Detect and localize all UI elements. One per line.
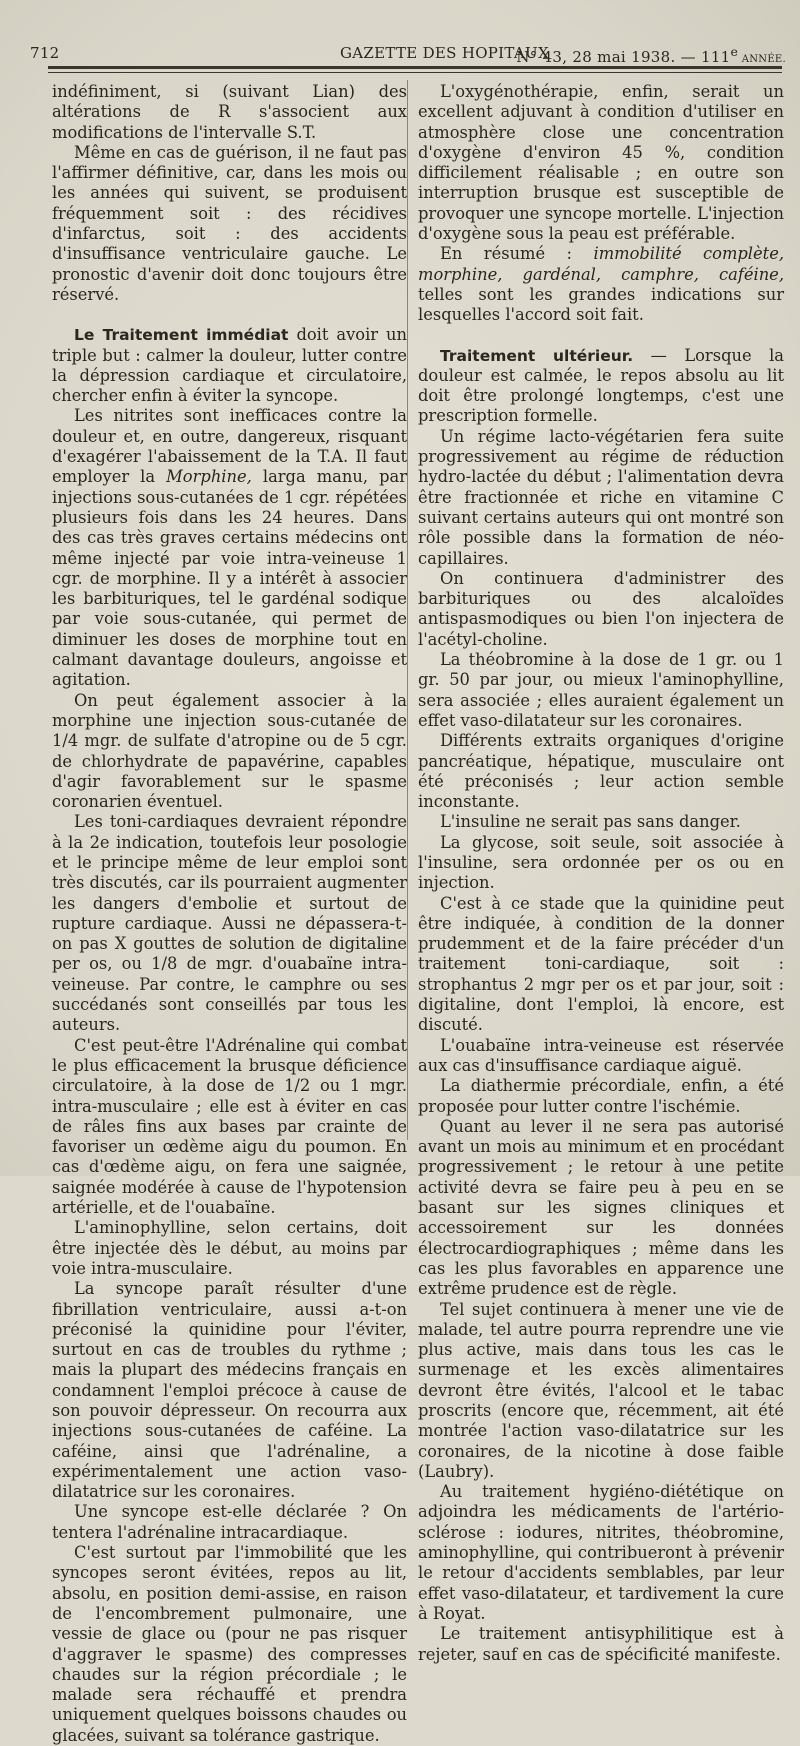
journal-title: GAZETTE DES HOPITAUX (340, 44, 549, 62)
header-rule-thin (48, 72, 782, 73)
left-column (52, 82, 407, 1746)
paragraph: La syncope paraît résulter d'une fibrillation ventriculaire, aussi a-t-on préconisé la quinidine pour l'éviter, surtout en cas de troubles du rythme ; mais la plupart des médecins français en condamnent l'emploi précoce à cause de son pouvoir dépresseur. On recourra aux injections sous-cutanées de caféine. La caféine, ainsi que l'adrénaline, a expérimentalement une action vaso-dilatatrice sur les coronaires. (52, 1279, 407, 1502)
paragraph: C'est surtout par l'immobilité que les syncopes seront évitées, repos au lit, absolu, en position demi-assise, en raison de l'encombrement pulmonaire, une vessie de glace ou (pour ne pas risquer d'aggraver le spasme) des compresses chaudes sur la région précordiale ; le malade sera réchauffé et prendra uniquement quelques boissons chaudes ou glacées, suivant sa tolérance gastrique. (52, 1543, 407, 1745)
issue-info: N° 43, 28 mai 1938. — 111e ANNÉE. (516, 44, 786, 66)
section-heading: Le Traitement immédiat (74, 326, 289, 345)
column-divider (407, 80, 408, 1140)
paragraph: C'est peut-être l'Adrénaline qui combat le plus efficacement la brusque déficience circulatoire, à la dose de 1/2 ou 1 mgr. intra-musculaire ; elle est à éviter en cas de râles fins aux bases par crainte de favoriser un œdème aigu du poumon. En cas d'œdème aigu, on fera une saignée, saignée modérée à cause de l'hypotension artérielle, et de l'ouabaïne. (52, 1035, 407, 1218)
section-paragraph: Traitement ultérieur. — Lorsque la douleur est calmée, le repos absolu au lit doit être prolongé longtemps, c'est une prescription formelle. (418, 345, 784, 426)
paragraph: indéfiniment, si (suivant Lian) des altérations de R s'associent aux modifications de l'intervalle S.T. (52, 82, 407, 142)
section-paragraph: Le Traitement immédiat doit avoir un triple but : calmer la douleur, lutter contre la dépression cardiaque et circulatoire, chercher enfin à éviter la syncope. (52, 325, 408, 406)
section-heading: Traitement ultérieur. (440, 346, 634, 365)
page-number: 712 (30, 44, 60, 62)
paragraph: On continuera d'administrer des barbituriques ou des alcaloïdes antispasmodiques ou bien l'on injectera de l'acétyl-choline. (418, 568, 784, 649)
paragraph: L'insuline ne serait pas sans danger. (440, 812, 741, 832)
paragraph: En résumé : immobilité complète, morphine, gardénal, camphre, caféine, telles sont les grandes indications sur lesquelles l'accord soit fait. (418, 244, 784, 325)
paragraph: C'est à ce stade que la quinidine peut être indiquée, à condition de la donner prudemment et de la faire précéder d'un traitement toni-cardiaque, soit : strophantus 2 mgr per os et par jour, soit : digitaline, dont l'emploi, là encore, est discuté. (418, 893, 784, 1035)
paragraph: L'aminophylline, selon certains, doit être injectée dès le début, au moins par voie intra-musculaire. (52, 1218, 407, 1278)
paragraph: On peut également associer à la morphine une injection sous-cutanée de 1/4 mgr. de sulfate d'atropine ou de 5 cgr. de chlorhydrate de papavérine, capables d'agir favorablement sur le spasme coronarien éventuel. (52, 690, 407, 812)
paragraph: Même en cas de guérison, il ne faut pas l'affirmer définitive, car, dans les mois ou les années qui suivent, se produisent fréquemment soit : des récidives d'infarctus, soit : des accidents d'insuffisance ventriculaire gauche. Le pronostic d'avenir doit donc toujours être réservé. (52, 142, 407, 304)
paragraph: Un régime lacto-végétarien fera suite progressivement au régime de réduction hydro-lactée du début ; l'alimentation devra être fractionnée et riche en vitamine C suivant certains auteurs qui ont montré son rôle possible dans la formation de néo-capillaires. (418, 426, 784, 568)
paragraph: Une syncope est-elle déclarée ? On tentera l'adrénaline intracardiaque. (52, 1502, 407, 1542)
paragraph: La théobromine à la dose de 1 gr. ou 1 gr. 50 par jour, ou mieux l'aminophylline, sera associée ; elles auraient également un effet vaso-dilatateur sur les coronaires. (418, 650, 784, 730)
paragraph: L'ouabaïne intra-veineuse est réservée aux cas d'insuffisance cardiaque aiguë. (418, 1035, 784, 1075)
paragraph: Tel sujet continuera à mener une vie de malade, tel autre pourra reprendre une vie plus active, mais dans tous les cas le surmenage et les excès alimentaires devront être évités, l'alcool et le tabac proscrits (encore que, récemment, ait été montrée l'action vaso-dilatatrice sur les coronaires, de la nicotine à dose faible (Laubry). (418, 1299, 784, 1481)
paragraph: Au traitement hygiéno-diététique on adjoindra les médicaments de l'artério-sclérose : iodures, nitrites, théobromine, aminophylline, qui contribueront à prévenir le retour d'accidents semblables, par leur effet vaso-dilatateur, et tardivement la cure à Royat. (418, 1482, 784, 1623)
paragraph: Quant au lever il ne sera pas autorisé avant un mois au minimum et en procédant progressivement ; le retour à une petite activité devra se faire peu à peu en se basant sur les signes cliniques et accessoirement sur les données électrocardiographiques ; même dans les cas les plus favorables en apparence une extrême prudence est de règle. (418, 1116, 784, 1299)
paragraph: Le traitement antisyphilitique est à rejeter, sauf en cas de spécificité manifeste. (418, 1624, 784, 1664)
paragraph: Les nitrites sont inefficaces contre la douleur et, en outre, dangereux, risquant d'exagérer l'abaissement de la T.A. Il faut employer la Morphine, larga manu, par injections sous-cutanées de 1 cgr. répétées plusieurs fois dans les 24 heures. Dans des cas très graves certains médecins ont même injecté par voie intra-veineuse 1 cgr. de morphine. Il y a intérêt à associer les barbituriques, tel le gardénal sodique par voie sous-cutanée, qui permet de diminuer les doses de morphine tout en calmant davantage douleurs, angoisse et agitation. (52, 406, 407, 690)
paragraph: La glycose, soit seule, soit associée à l'insuline, sera ordonnée per os ou en injection. (418, 832, 784, 893)
paragraph: L'oxygénothérapie, enfin, serait un excellent adjuvant à condition d'utiliser en atmosphère close une concentration d'oxygène d'environ 45 %, condition difficilement réalisable ; en outre son interruption brusque est susceptible de provoquer une syncope mortelle. L'injection d'oxygène sous la peau est préférable. (418, 82, 784, 244)
paragraph: Les toni-cardiaques devraient répondre à la 2e indication, toutefois leur posologie et le principe même de leur emploi sont très discutés, car ils pourraient augmenter les dangers d'embolie et surtout de rupture cardiaque. Aussi ne dépassera-t-on pas X gouttes de solution de digitaline per os, ou 1/8 de mgr. d'ouabaïne intra-veineuse. Par contre, le camphre ou ses succédanés sont conseillés par tous les auteurs. (52, 812, 407, 1035)
paragraph: Différents extraits organiques d'origine pancréatique, hépatique, musculaire ont été préconisés ; leur action semble inconstante. (418, 731, 784, 812)
paragraph: La diathermie précordiale, enfin, a été proposée pour lutter contre l'ischémie. (418, 1076, 784, 1116)
header-rule (48, 66, 782, 69)
right-column (418, 82, 784, 1665)
